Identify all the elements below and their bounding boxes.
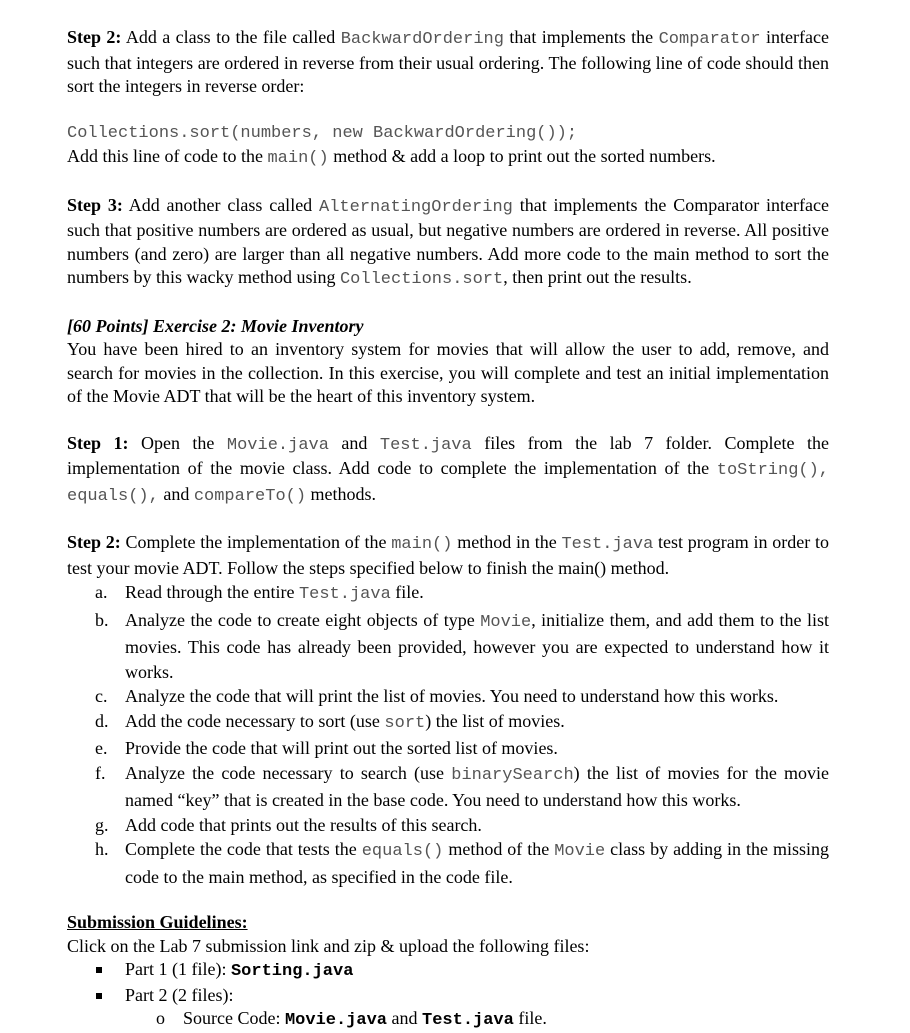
after-code-paragraph <box>67 145 829 171</box>
inline-code: sort <box>384 713 426 733</box>
paragraph-text: files from the lab 7 folder. Complete the implementation of the movie class. Add code to complete the implementation of the <box>67 432 829 478</box>
list-item <box>67 608 829 685</box>
paragraph-text: interface such that integers are ordered in reverse from their usual ordering. The following line of code should then sort the integers in reverse order: <box>67 27 829 96</box>
inline-code: main() <box>391 535 453 554</box>
item-text: method of the <box>443 839 555 859</box>
inline-code: AlternatingOrdering <box>319 197 513 217</box>
list-item <box>67 736 829 761</box>
inline-code: Test.java <box>379 435 472 455</box>
circle-bullet-icon: o <box>156 1008 165 1028</box>
item-text: , initialize them, and add them to the list movies. This code has already been provided, however you are expected to understand how it works. <box>125 609 829 682</box>
paragraph-text: Complete the implementation of the <box>120 532 392 552</box>
inline-code: Movie <box>480 612 532 632</box>
inline-code: Test.java <box>561 535 654 554</box>
step-label: Step 3: <box>67 194 123 215</box>
item-text: Part 2 (2 files): <box>125 984 234 1005</box>
list-item <box>67 813 829 838</box>
inline-code: equals() <box>361 842 444 861</box>
paragraph-text: method & add a loop to print out the sorted numbers. <box>328 146 716 166</box>
list-item <box>67 709 829 737</box>
inline-code: toString(), equals(), <box>67 461 829 506</box>
submission-sublist <box>67 1007 829 1033</box>
document-page <box>67 26 829 1033</box>
item-text: Complete the code that tests the <box>125 839 362 859</box>
item-text: file. <box>390 582 424 602</box>
paragraph-text: method in the <box>452 532 562 552</box>
file-name: Sorting.java <box>230 962 354 981</box>
step-label: Step 1: <box>67 432 129 453</box>
paragraph-text: Add this line of code to the <box>67 146 268 166</box>
exercise-heading: [60 Points] Exercise 2: Movie Inventory <box>67 315 364 336</box>
inline-code: compareTo() <box>193 486 307 506</box>
item-text: Provide the code that will print out the sorted list of movies. <box>125 738 558 758</box>
inline-code: Comparator <box>658 30 761 49</box>
code-line: Collections.sort(numbers, new BackwardOrdering()); <box>67 123 578 143</box>
item-text: ) the list of movies. <box>425 710 565 731</box>
item-text: ) the list of movies for the movie named “key” that is created in the base code. You need to understand how this works. <box>125 762 830 810</box>
list-marker: g. <box>95 814 109 835</box>
inline-code: binarySearch <box>451 765 574 785</box>
list-marker: c. <box>95 686 108 706</box>
item-text: Analyze the code that will print the list of movies. You need to understand how this works. <box>125 686 779 706</box>
item-text: Part 1 (1 file): <box>125 959 231 979</box>
step3-paragraph <box>67 194 829 292</box>
step-label: Step 2: <box>67 27 122 47</box>
inline-code: main() <box>267 149 329 168</box>
list-item <box>67 984 829 1008</box>
paragraph-text: , then print out the results. <box>503 267 692 287</box>
paragraph-text: Add another class called <box>122 194 320 215</box>
paragraph-text: Add a class to the file called <box>121 27 341 47</box>
item-text: and <box>387 1008 423 1028</box>
inline-code: Test.java <box>298 585 391 604</box>
paragraph-text: and <box>328 432 380 453</box>
paragraph-text: and <box>158 483 194 504</box>
step2-paragraph <box>67 26 829 99</box>
item-text: file. <box>513 1008 547 1028</box>
exercise-intro: You have been hired to an inventory system for movies that will allow the user to add, remove, and search for movies in the collection. In this exercise, you will complete and test an initial implementation of the Movie ADT that will be the heart of this inventory system. <box>67 339 829 406</box>
paragraph-text: that implements the <box>503 27 659 47</box>
square-bullet-icon <box>96 993 102 999</box>
list-marker: a. <box>95 582 108 602</box>
ex2-step1-paragraph <box>67 432 829 509</box>
list-marker: h. <box>95 839 109 859</box>
paragraph-text: Open the <box>128 432 227 453</box>
list-item <box>67 958 829 984</box>
paragraph-text: test program in order to test your movie ADT. Follow the steps specified below to finish the main() method. <box>67 532 830 578</box>
item-text: Analyze the code to create eight objects of type <box>125 609 481 630</box>
square-bullet-icon <box>96 967 102 973</box>
item-text: Add code that prints out the results of this search. <box>125 814 482 835</box>
step-label: Step 2: <box>67 532 121 552</box>
list-marker: b. <box>95 609 109 630</box>
inline-code: BackwardOrdering <box>340 30 504 49</box>
list-marker: f. <box>95 762 106 783</box>
item-text: Add the code necessary to sort (use <box>125 710 385 731</box>
submission-intro: Click on the Lab 7 submission link and zip & upload the following files: <box>67 935 590 956</box>
list-marker: d. <box>95 710 109 731</box>
list-item <box>67 761 829 813</box>
file-name: Test.java <box>422 1011 514 1030</box>
paragraph-text: methods. <box>306 483 377 504</box>
paragraph-text: that implements the Comparator interface such that positive numbers are ordered as usual, but negative numbers are ordered in reverse. All positive numbers (and zero) are larger than all negative numbers. Add more code to the main method to sort the numbers by this wacky method using <box>67 194 829 287</box>
list-marker: e. <box>95 738 108 758</box>
list-item <box>67 837 829 889</box>
item-text: Source Code: <box>183 1008 285 1028</box>
file-name: Movie.java <box>284 1011 388 1030</box>
item-text: Analyze the code necessary to search (use <box>125 762 452 783</box>
inline-code: Movie <box>554 842 606 861</box>
item-text: class by adding in the missing code to the main method, as specified in the code file. <box>125 839 829 887</box>
list-item <box>67 1007 829 1033</box>
inline-code: Movie.java <box>226 435 329 455</box>
item-text: Read through the entire <box>125 582 299 602</box>
submission-heading: Submission Guidelines: <box>67 912 248 932</box>
step-list <box>67 580 829 889</box>
submission-list <box>67 958 829 1007</box>
inline-code: Collections.sort <box>339 270 504 289</box>
list-item <box>67 580 829 608</box>
list-item <box>67 684 829 709</box>
ex2-step2-paragraph <box>67 531 829 580</box>
